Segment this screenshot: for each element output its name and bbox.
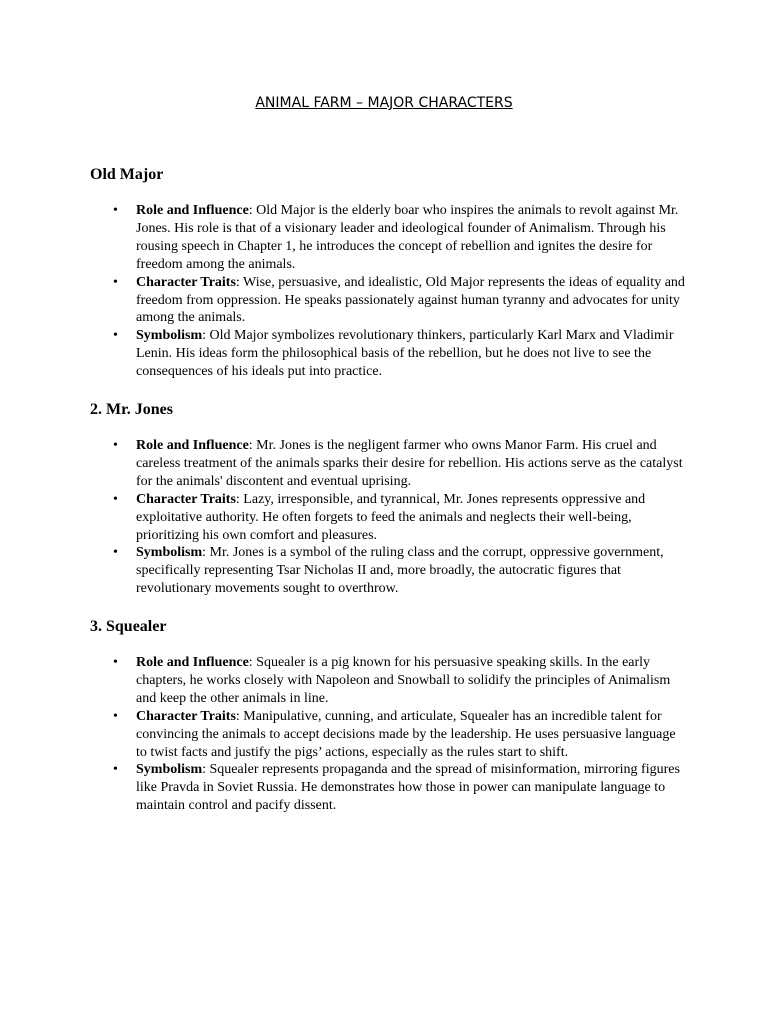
bullet-text: : Mr. Jones is a symbol of the ruling class and the corrupt, oppressive government, specifically representing Tsar Nicholas II and, more broadly, the autocratic figures that revolutionary movements sought to overthrow. bbox=[136, 545, 664, 597]
bullet-term: Role and Influence bbox=[136, 438, 249, 453]
list-item bbox=[0, 544, 686, 598]
bullet-text: : Lazy, irresponsible, and tyrannical, Mr. Jones represents oppressive and exploitative authority. He often forgets to feed the animals and neglects their well-being, prioritizing his own comfort and pleasures. bbox=[136, 491, 646, 543]
list-item bbox=[0, 274, 686, 328]
bullet-term: Symbolism bbox=[136, 762, 203, 778]
bullet-list bbox=[0, 654, 768, 815]
list-item bbox=[0, 437, 686, 491]
list-item bbox=[0, 761, 686, 815]
bullet-list bbox=[0, 437, 768, 598]
bullet-text: : Old Major symbolizes revolutionary thinkers, particularly Karl Marx and Vladimir Lenin. His ideas form the philosophical basis of the rebellion, but he does not live to see the consequences of his ideals put into practice. bbox=[136, 328, 674, 380]
bullet-text: : Wise, persuasive, and idealistic, Old Major represents the ideas of equality and freedom from oppression. He speaks passionately against human tyranny and advocates for unity among the animals. bbox=[136, 274, 685, 326]
list-item bbox=[0, 654, 686, 708]
bullet-icon: • bbox=[113, 203, 118, 218]
section-heading: 3. Squealer bbox=[90, 618, 167, 635]
list-item bbox=[0, 327, 686, 381]
bullet-icon: • bbox=[113, 762, 118, 778]
section-heading: 2. Mr. Jones bbox=[90, 401, 173, 418]
bullet-text: : Squealer is a pig known for his persuasive speaking skills. In the early chapters, he works closely with Napoleon and Snowball to solidify the principles of Animalism and keep the other animals in line. bbox=[136, 655, 671, 706]
bullet-text: : Mr. Jones is the negligent farmer who owns Manor Farm. His cruel and careless treatment of the animals sparks their desire for rebellion. His actions serve as the catalyst for the animals' discontent and eventual uprising. bbox=[136, 438, 683, 489]
bullet-text: : Squealer represents propaganda and the spread of misinformation, mirroring figures like Pravda in Soviet Russia. He demonstrates how those in power can manipulate language to maintain control and pacify dissent. bbox=[136, 762, 680, 814]
bullet-icon: • bbox=[113, 274, 118, 290]
list-item bbox=[0, 491, 686, 545]
bullet-icon: • bbox=[113, 708, 118, 724]
bullet-icon: • bbox=[113, 655, 118, 670]
bullet-term: Character Traits bbox=[136, 708, 236, 724]
bullet-list bbox=[0, 202, 768, 381]
bullet-icon: • bbox=[113, 491, 118, 507]
document-title: ANIMAL FARM – MAJOR CHARACTERS bbox=[255, 95, 513, 111]
bullet-text: : Old Major is the elderly boar who inspires the animals to revolt against Mr. Jones. His role is that of a visionary leader and ideological founder of Animalism. Through his rousing speech in Chapter 1, he introduces the concept of rebellion and ignites the desire for freedom among the animals. bbox=[136, 203, 679, 272]
bullet-icon: • bbox=[113, 328, 118, 344]
bullet-term: Symbolism bbox=[136, 328, 203, 344]
list-item bbox=[0, 708, 686, 762]
bullet-term: Symbolism bbox=[136, 545, 203, 561]
list-item bbox=[0, 202, 686, 274]
bullet-term: Character Traits bbox=[136, 274, 236, 290]
bullet-icon: • bbox=[113, 545, 118, 561]
bullet-text: : Manipulative, cunning, and articulate, Squealer has an incredible talent for convincing the animals to accept decisions made by the leadership. He uses persuasive language to twist facts and justify the pigs’ actions, especially as the rules start to shift. bbox=[136, 708, 676, 760]
section-heading: Old Major bbox=[90, 166, 164, 183]
bullet-icon: • bbox=[113, 438, 118, 453]
bullet-term: Character Traits bbox=[136, 491, 236, 507]
bullet-term: Role and Influence bbox=[136, 203, 249, 218]
bullet-term: Role and Influence bbox=[136, 655, 249, 670]
